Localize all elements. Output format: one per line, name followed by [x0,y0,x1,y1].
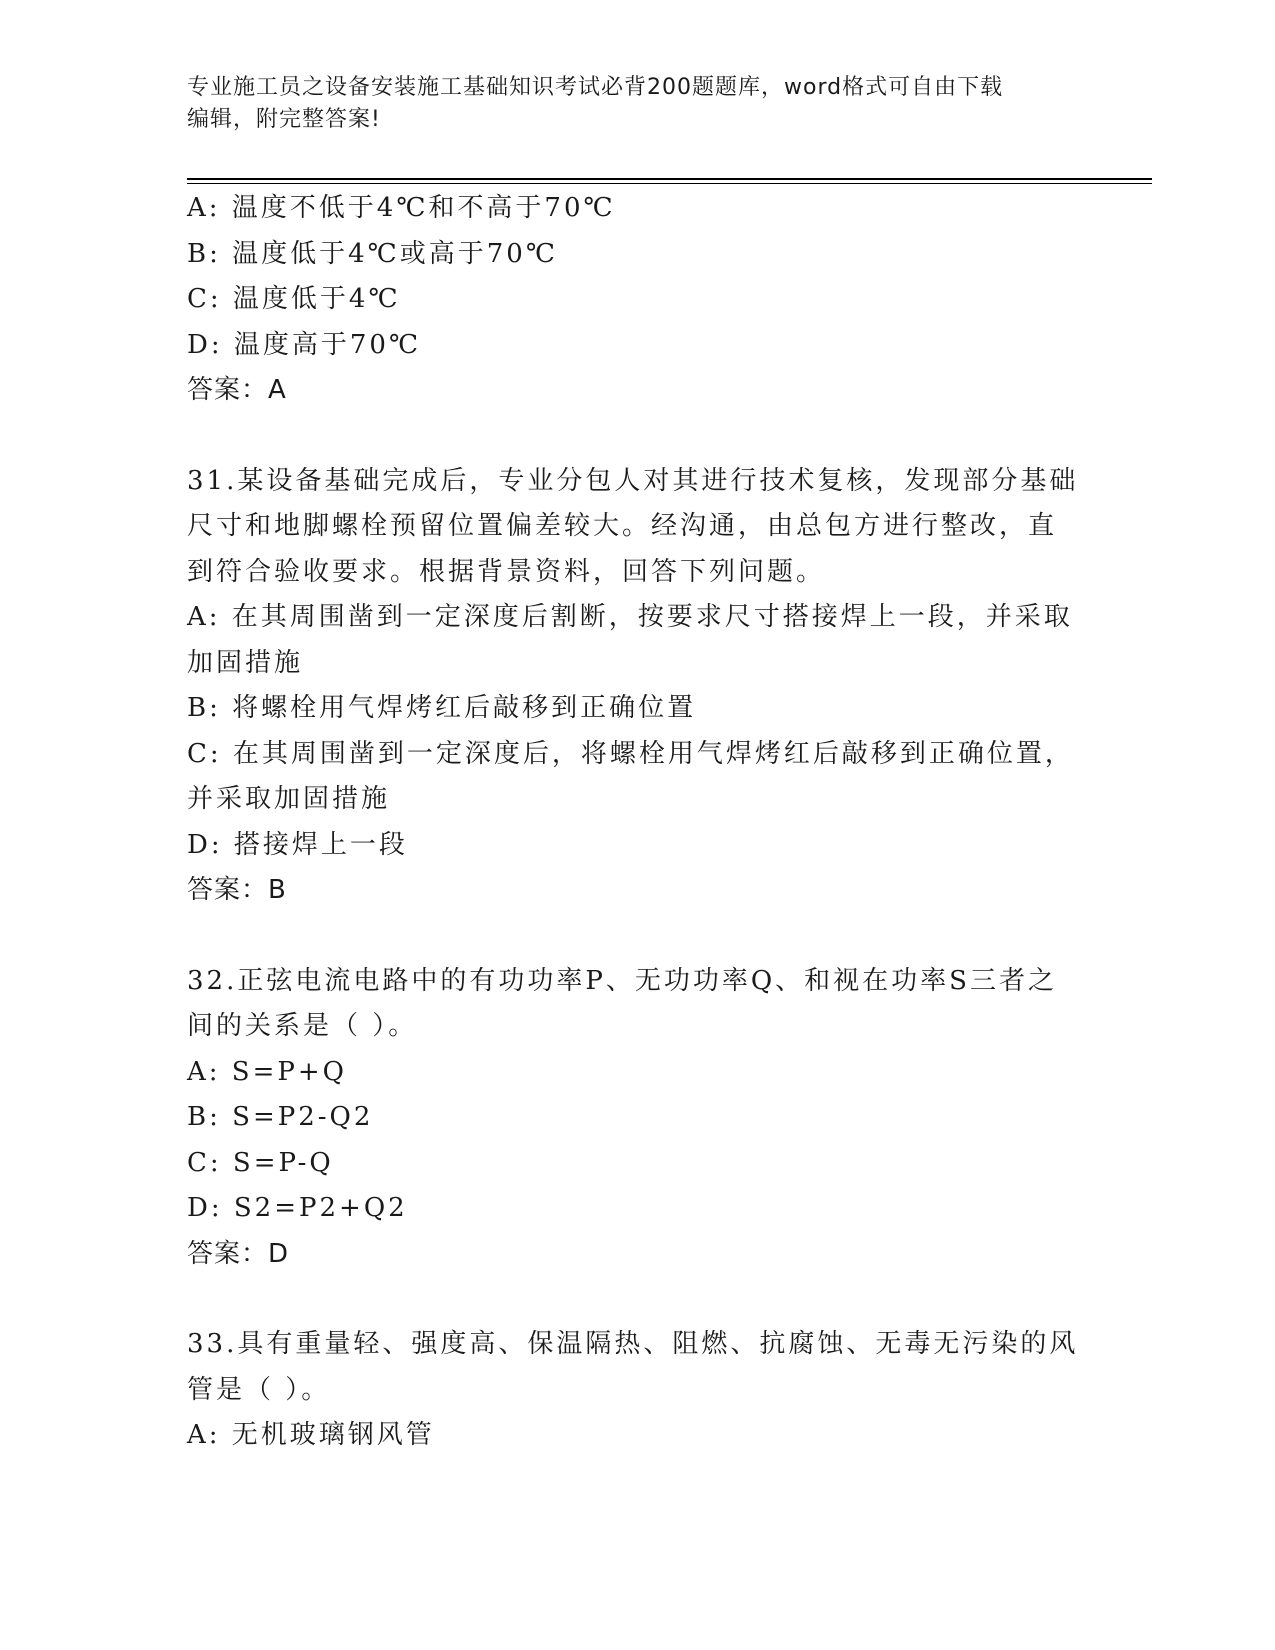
question-33 [187,1322,1087,1459]
option-a: A: 无机玻璃钢风管 [187,1420,435,1450]
question-stem-line: 32.正弦电流电路中的有功功率P、无功功率Q、和视在功率S三者之 [187,965,1057,996]
question-stem-line: 间的关系是（ ）。 [187,1011,418,1041]
option-c-continued: 并采取加固措施 [187,784,391,814]
option-d: D: 搭接焊上一段 [187,829,408,860]
option-b: B: 将螺栓用气焊烤红后敲移到正确位置 [187,693,697,723]
option-a: A: 在其周围凿到一定深度后割断，按要求尺寸搭接焊上一段，并采取 [187,602,1073,632]
answer: 答案：B [187,875,287,905]
option-c: C: S=P-Q [187,1147,334,1178]
question-stem-line: 31.某设备基础完成后，专业分包人对其进行技术复核，发现部分基础 [187,465,1079,496]
question-stem-line: 到符合验收要求。根据背景资料，回答下列问题。 [187,556,826,587]
header-title-line-2: 编辑，附完整答案! [187,107,381,132]
option-c: C: 在其周围凿到一定深度后，将螺栓用气焊烤红后敲移到正确位置， [187,738,1074,769]
option-b: B: S=P2-Q2 [187,1102,374,1132]
answer: 答案：D [187,1238,290,1269]
question-30 [187,186,1087,414]
spacer [187,914,1087,959]
question-stem-line: 33.具有重量轻、强度高、保温隔热、阻燃、抗腐蚀、无毒无污染的风 [187,1329,1079,1359]
option-a: A: S=P+Q [187,1056,347,1087]
header-divider-thick [187,178,1152,180]
header-divider-thin [187,183,1152,184]
document-header [187,72,1067,136]
question-list [187,186,1087,1459]
question-31 [187,459,1087,914]
spacer [187,414,1087,459]
question-32 [187,959,1087,1278]
answer: 答案：A [187,375,287,405]
question-stem-line: 管是（ ）。 [187,1374,331,1405]
question-stem-line: 尺寸和地脚螺栓预留位置偏差较大。经沟通，由总包方进行整改，直 [187,511,1058,541]
option-d: D: S2=P2+Q2 [187,1193,408,1223]
header-title-line-1: 专业施工员之设备安装施工基础知识考试必背200题题库，word格式可自由下载 [187,75,1004,100]
option-a-continued: 加固措施 [187,647,304,678]
option-b: B: 温度低于4℃或高于70℃ [187,238,558,269]
option-a: A: 温度不低于4℃和不高于70℃ [187,193,616,223]
option-c: C: 温度低于4℃ [187,284,401,314]
option-d: D: 温度高于70℃ [187,329,422,360]
spacer [187,1277,1087,1322]
